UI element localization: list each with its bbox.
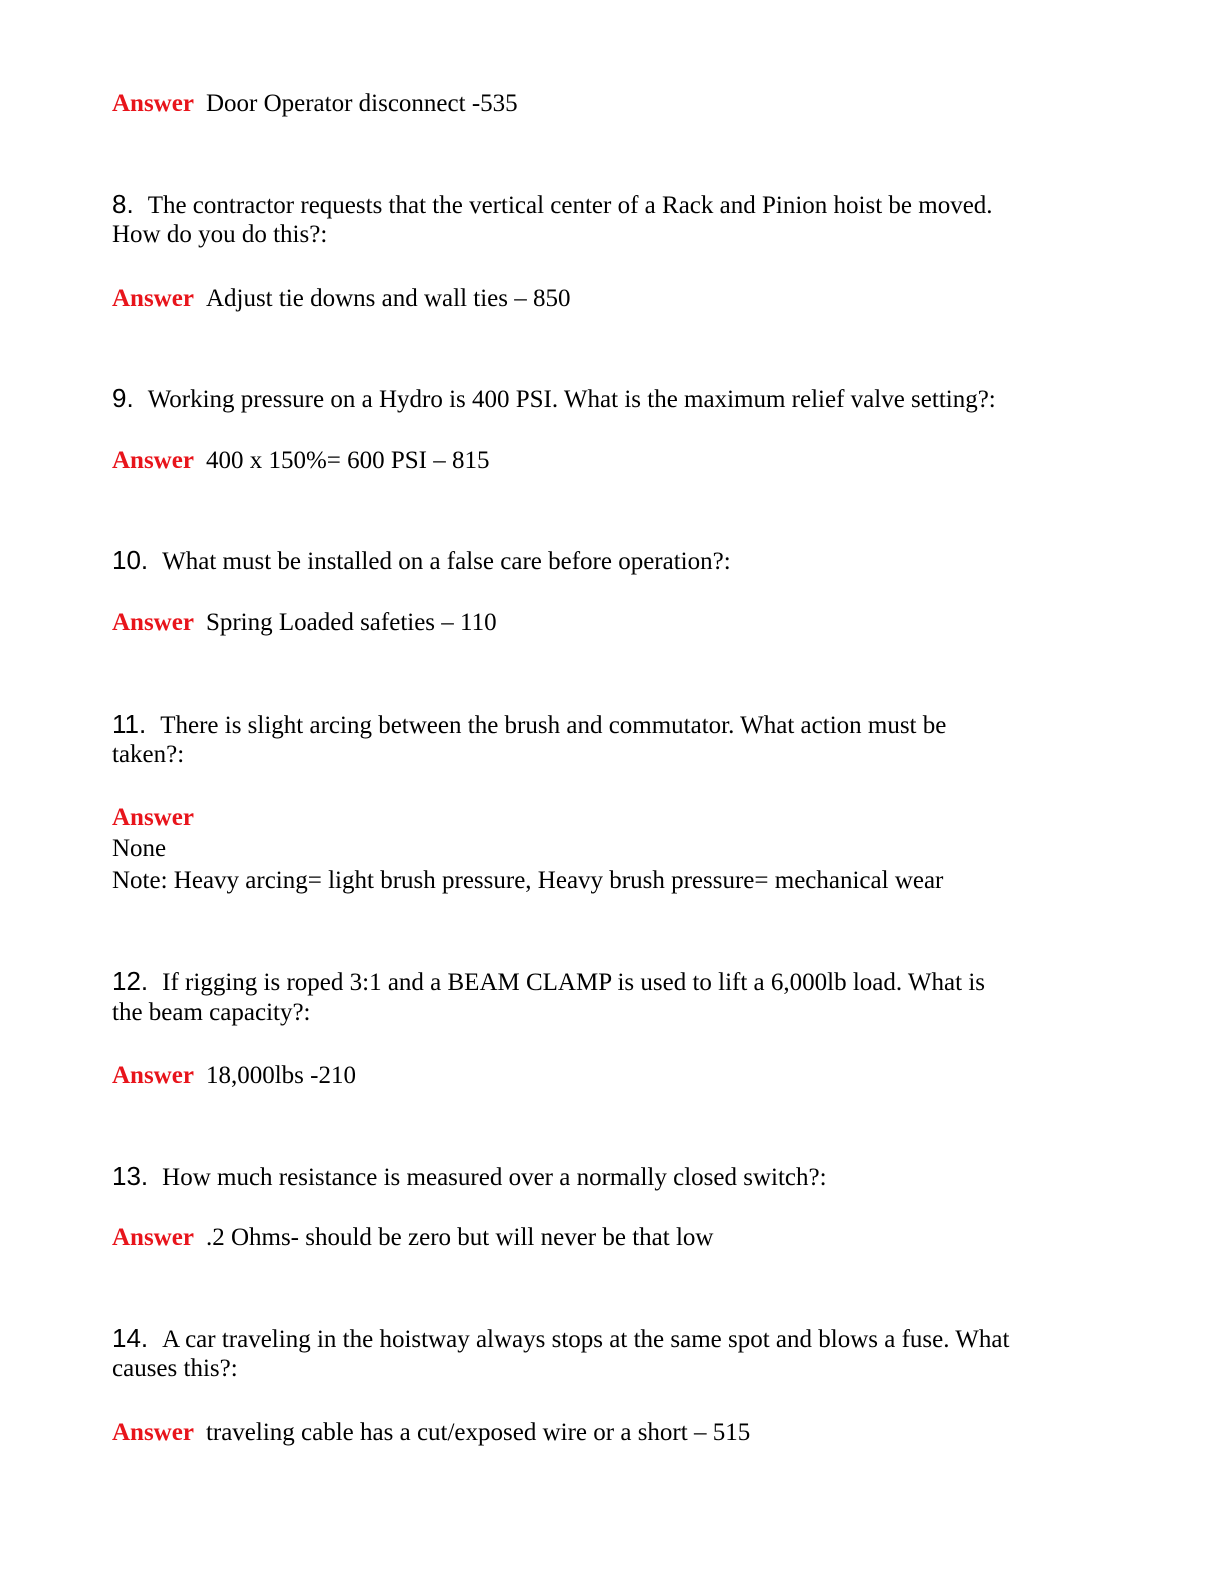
- answer-9: [112, 445, 490, 477]
- question-number: 12.: [112, 966, 149, 996]
- answer-10: [112, 607, 497, 639]
- question-number: 8.: [112, 189, 134, 219]
- answer-prev: [112, 88, 518, 120]
- answer-text: 18,000lbs -210: [205, 1062, 356, 1089]
- question-12: [112, 965, 985, 999]
- question-text: taken?:: [112, 741, 185, 768]
- question-11-cont: [112, 739, 184, 771]
- answer-label: Answer: [112, 804, 194, 831]
- answer-11-note: [112, 865, 943, 897]
- question-14: [112, 1322, 1009, 1356]
- question-text: What must be installed on a false care before operation?:: [162, 548, 731, 575]
- answer-11-text: [112, 833, 166, 865]
- answer-label: Answer: [112, 447, 194, 474]
- question-number: 9.: [112, 383, 134, 413]
- answer-text: traveling cable has a cut/exposed wire or a short – 515: [205, 1419, 751, 1446]
- answer-12: [112, 1060, 356, 1092]
- question-text: A car traveling in the hoistway always stops at the same spot and blows a fuse. What: [162, 1326, 1010, 1353]
- answer-label: Answer: [112, 90, 194, 117]
- question-text: If rigging is roped 3:1 and a BEAM CLAMP is used to lift a 6,000lb load. What is: [162, 969, 985, 996]
- answer-text: Door Operator disconnect -535: [205, 90, 518, 117]
- answer-text: None: [112, 835, 167, 862]
- answer-label: Answer: [112, 1224, 194, 1251]
- question-14-cont: [112, 1353, 238, 1385]
- question-text: How do you do this?:: [112, 221, 328, 248]
- note-text: Note: Heavy arcing= light brush pressure, Heavy brush pressure= mechanical wear: [112, 867, 944, 894]
- question-text: The contractor requests that the vertical center of a Rack and Pinion hoist be moved.: [147, 192, 993, 219]
- question-8-cont: [112, 219, 327, 251]
- question-text: How much resistance is measured over a normally closed switch?:: [162, 1164, 827, 1191]
- question-number: 11.: [112, 709, 147, 739]
- answer-text: Adjust tie downs and wall ties – 850: [205, 285, 571, 312]
- answer-text: .2 Ohms- should be zero but will never be that low: [205, 1224, 714, 1251]
- answer-13: [112, 1222, 713, 1254]
- question-number: 10.: [112, 545, 149, 575]
- question-9: [112, 382, 996, 416]
- answer-label: Answer: [112, 1419, 194, 1446]
- answer-8: [112, 283, 571, 315]
- question-number: 14.: [112, 1323, 149, 1353]
- question-13: [112, 1160, 827, 1194]
- answer-label: Answer: [112, 609, 194, 636]
- answer-label: Answer: [112, 1062, 194, 1089]
- question-12-cont: [112, 997, 311, 1029]
- question-8: [112, 188, 993, 222]
- question-11: [112, 708, 946, 742]
- answer-label: Answer: [112, 285, 194, 312]
- answer-text: 400 x 150%= 600 PSI – 815: [205, 447, 490, 474]
- question-10: [112, 544, 731, 578]
- question-text: There is slight arcing between the brush and commutator. What action must be: [160, 712, 947, 739]
- question-text: causes this?:: [112, 1355, 238, 1382]
- question-text: Working pressure on a Hydro is 400 PSI. What is the maximum relief valve setting?:: [147, 386, 996, 413]
- question-text: the beam capacity?:: [112, 999, 311, 1026]
- answer-14: [112, 1417, 750, 1449]
- question-number: 13.: [112, 1161, 149, 1191]
- answer-11: [112, 802, 206, 834]
- answer-text: Spring Loaded safeties – 110: [205, 609, 497, 636]
